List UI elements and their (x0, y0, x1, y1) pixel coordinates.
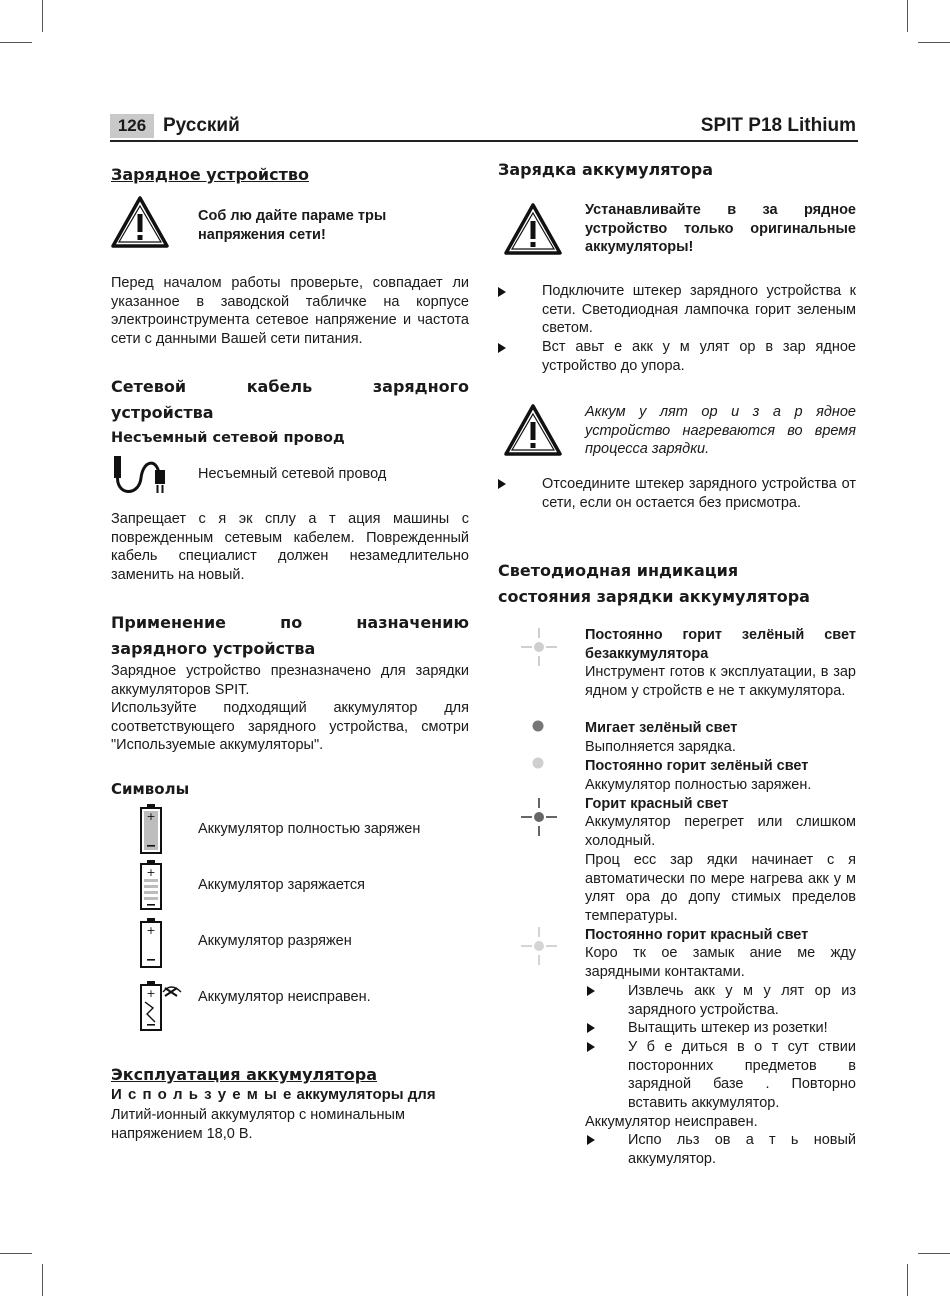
caution-heating: Аккум у лят ор и з а р ядное устройство нагреваются во время процесса зарядки. (585, 404, 856, 458)
battery-charging-icon (139, 859, 163, 911)
bullet-arrow-icon (587, 1042, 595, 1052)
text-intended-use: Зарядное устройство презназначено для зарядки аккумуляторов SPIT. (111, 663, 469, 698)
svg-text:+: + (146, 924, 156, 937)
warning-icon (111, 196, 169, 248)
symbol-label-full: Аккумулятор полностью заряжен (198, 821, 421, 837)
symbol-label-charging: Аккумулятор заряжается (198, 877, 366, 893)
text-use-battery: Используйте подходящий аккумулятор для соответствующего зарядного устройства, смотри "Используемые аккумуляторы". (111, 700, 469, 754)
led-state-2-title: Мигает зелёный свет (585, 720, 738, 736)
bullet-arrow-icon (587, 1023, 595, 1033)
battery-defective-icon (137, 980, 185, 1032)
warning-icon (504, 203, 562, 255)
section-title-cable-2: устройства (111, 403, 214, 422)
crop-mark (0, 1253, 32, 1254)
crop-mark (918, 42, 950, 43)
text-battery-voltage: Литий-ионный аккумулятор с номинальным напряжением 18,0 В. (111, 1107, 405, 1142)
step-plug-in: Подключите штекер зарядного устройства к сети. Светодиодная лампочка горит зеленым светом. (542, 283, 856, 337)
led-state-5-title: Постоянно горит красный свет (585, 927, 809, 943)
crop-mark (918, 1253, 950, 1254)
led-constant-red-icon (520, 925, 558, 967)
text-battery-defective: Аккумулятор неисправен. (585, 1114, 758, 1130)
led-constant-green-icon (520, 626, 558, 668)
symbol-label-empty: Аккумулятор разряжен (198, 933, 352, 949)
led-state-3-title: Постоянно горит зелёный свет (585, 758, 809, 774)
led-green-full-icon (531, 756, 545, 770)
led-state-3-text: Аккумулятор полностью заряжен. (585, 777, 812, 793)
bullet-arrow-icon (498, 343, 506, 353)
power-cord-icon (111, 452, 169, 498)
subtitle-used-batteries (111, 1086, 436, 1104)
led-red-icon (520, 796, 558, 838)
caption-fixed-cord: Несъемный сетевой провод (198, 466, 387, 482)
symbol-label-defective: Аккумулятор неисправен. (198, 989, 371, 1005)
battery-full-icon (139, 803, 163, 855)
bullet-arrow-icon (498, 479, 506, 489)
section-title-led-2: состояния зарядки аккумулятора (498, 587, 810, 606)
caution-icon (504, 404, 562, 456)
step-remove-battery: Извлечь акк у м у лят ор из зарядного устройства. (628, 983, 856, 1018)
step-use-new-battery: Испо льз ов а т ь новый аккумулятор. (628, 1132, 856, 1167)
step-check-foreign-objects: У б е диться в о т сут ствии посторонних предметов в зарядной базе . Повторно вставить аккумулятор. (628, 1039, 856, 1111)
text-cable-warning: Запрещает с я эк сплу а т ация машины с поврежденным сетевым кабелем. Поврежденный кабель специалист должен незамедлительно заменить на новый. (111, 511, 469, 583)
led-flashing-green-icon (531, 719, 545, 733)
section-title-symbols: Символы (111, 780, 190, 798)
led-state-1-text: Инструмент готов к эксплуатации, в зар ядном у стройств е не т аккумулятора. (585, 664, 856, 699)
crop-mark (907, 1264, 908, 1296)
crop-mark (42, 0, 43, 32)
svg-text:+: + (146, 866, 156, 879)
led-state-5-text: Коро тк ое замык ание ме жду зарядными контактами. (585, 945, 856, 980)
led-state-1-title: Постоянно горит зелёный свет безаккумулятора (585, 627, 856, 662)
warning-original-batteries: Устанавливайте в за рядное устройство только оригинальные аккумуляторы! (585, 202, 856, 256)
led-state-2-text: Выполняется зарядка. (585, 739, 736, 755)
section-title-battery-operation: Эксплуатация аккумулятора (111, 1065, 378, 1084)
model-title: SPIT P18 Lithium (700, 115, 856, 136)
text-voltage-check: Перед началом работы проверьте, совпадает ли указанное в заводской табличке на корпусе электроинструмента сетевое напряжение и частота сети с данными Вашей сети питания. (111, 275, 469, 347)
language-label: Русский (163, 115, 240, 136)
subtitle-fixed-cord: Несъемный сетевой провод (111, 430, 345, 446)
bullet-arrow-icon (587, 986, 595, 996)
led-state-4-text: Аккумулятор перегрет или слишком холодный. (585, 814, 856, 849)
led-state-4-title: Горит красный свет (585, 796, 729, 812)
led-state-4-text-2: Проц есс зар ядки начинает с я автоматически по мере нагрева акк у м улят ора до допу стимых пределов температуры. (585, 852, 856, 924)
svg-text:+: + (146, 987, 156, 1000)
section-title-intended-use: Применение по назначению (111, 613, 469, 632)
section-title-charging: Зарядка аккумулятора (498, 160, 713, 179)
warning-voltage: Соб лю дайте параме тры напряжения сети! (198, 208, 387, 243)
section-title-led: Светодиодная индикация (498, 561, 739, 580)
section-title-intended-use-2: зарядного устройства (111, 639, 316, 658)
step-pull-plug: Вытащить штекер из розетки! (628, 1020, 828, 1036)
crop-mark (42, 1264, 43, 1296)
crop-mark (0, 42, 32, 43)
crop-mark (907, 0, 908, 32)
step-unplug: Отсоедините штекер зарядного устройства от сети, если он остается без присмотра. (542, 476, 856, 511)
subtitle-used-spaced: И с п о л ь з у е м ы е (111, 1086, 293, 1103)
page-number: 126 (110, 114, 154, 138)
svg-text:+: + (146, 810, 156, 823)
section-title-cable: Сетевой кабель зарядного (111, 377, 469, 396)
battery-empty-icon (139, 917, 163, 969)
section-title-charger: Зарядное устройство (111, 165, 309, 184)
bullet-arrow-icon (498, 287, 506, 297)
page-header (110, 114, 858, 142)
subtitle-used-rest: аккумуляторы для (292, 1086, 436, 1103)
step-insert-battery: Вст авьт е акк у м улят ор в зар ядное устройство до упора. (542, 339, 856, 374)
bullet-arrow-icon (587, 1135, 595, 1145)
